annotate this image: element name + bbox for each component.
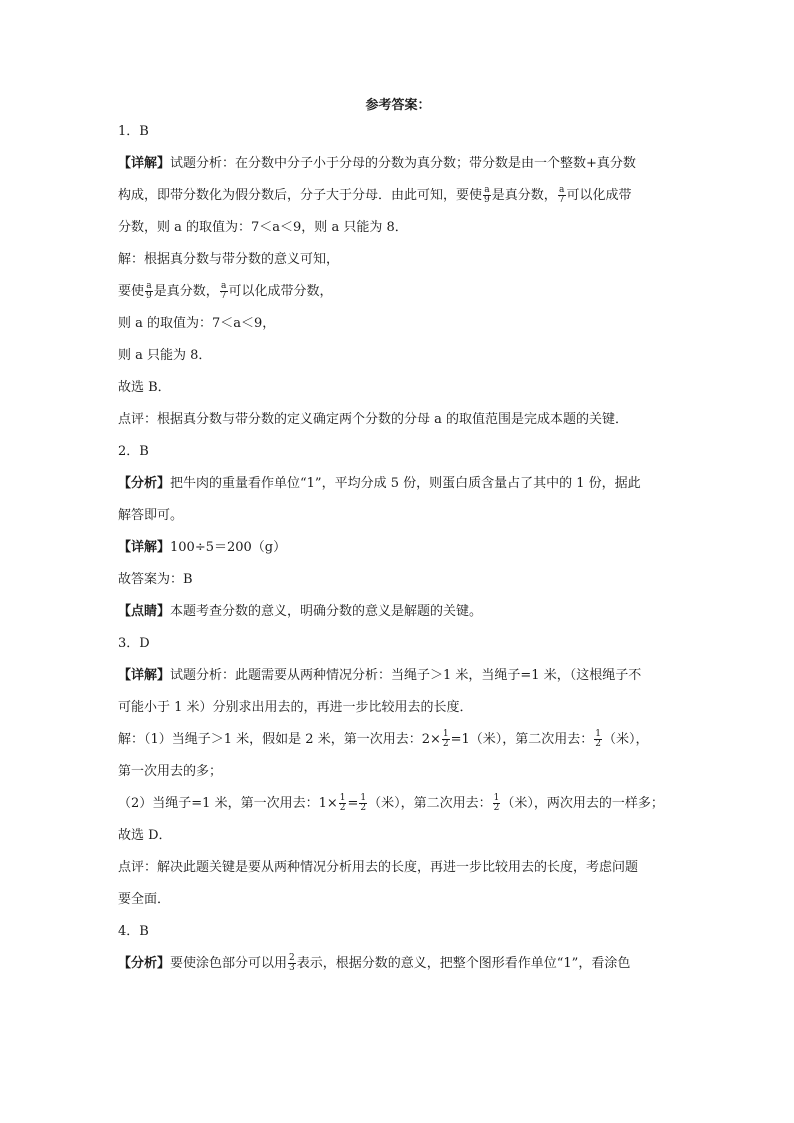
q1-line-5: 要使 $\frac{a}{9}$ 是真分数， $\frac{a}{7}$ 可以化成带分数，	[118, 281, 333, 301]
q3-line-3: 解：（1）当绳子＞1 米，假如是 2 米，第一次用去：2× $\frac{1}{2}$ =1（米），第二次用去： $\frac{1}{2}$ （米），	[118, 729, 649, 749]
q2-line-2: 解答即可。	[118, 508, 184, 523]
q1-tag: 【详解】	[118, 156, 171, 171]
q1-line-9: 点评：根据真分数与带分数的定义确定两个分数的分母 a 的取值范围是完成本题的关键．	[118, 412, 629, 427]
page-title: 参考答案：	[365, 98, 431, 113]
q1-line-2: 构成，即带分数化为假分数后，分子大于分母．由此可知，要使 $\frac{a}{9}$ 是真分数， $\frac{a}{7}$ 可以化成带	[118, 185, 632, 205]
fraction-a-over-9: $\frac{a}{9}$	[146, 281, 152, 301]
q3-line-8: 要全面．	[118, 892, 171, 907]
q2-line-4: 故答案为：B	[118, 572, 193, 587]
q3-line-4: 第一次用去的多；	[118, 764, 223, 779]
fraction-1-over-2: $\frac{1}{2}$	[595, 729, 602, 749]
q4-answer: 4．B	[118, 924, 149, 939]
q2-line-1: 【分析】把牛肉的重量看作单位“1”，平均分成 5 份，则蛋白质含量占了其中的 1 份，据此	[118, 476, 641, 491]
q2-tag-analysis: 【分析】	[118, 476, 171, 491]
q3-tag: 【详解】	[118, 668, 171, 683]
fraction-1-over-2: $\frac{1}{2}$	[493, 793, 500, 813]
q1-line-4: 解：根据真分数与带分数的意义可知，	[118, 252, 340, 267]
q1-line-7: 则 a 只能为 8．	[118, 348, 212, 363]
q2-answer: 2．B	[118, 444, 149, 459]
q1-line-1: 【详解】试题分析：在分数中分子小于分母的分数为真分数；带分数是由一个整数+真分数	[118, 156, 636, 171]
q4-line-1: 【分析】要使涂色部分可以用 $\frac{2}{3}$ 表示，根据分数的意义，把整个图形看作单位“1”，看涂色	[118, 953, 631, 973]
fraction-a-over-7: $\frac{a}{7}$	[220, 281, 227, 301]
fraction-2-over-3: $\frac{2}{3}$	[289, 953, 295, 973]
q2-tag-note: 【点睛】	[118, 604, 171, 619]
fraction-1-over-2: $\frac{1}{2}$	[339, 793, 346, 813]
q4-tag: 【分析】	[118, 956, 171, 971]
q2-tag-detail: 【详解】	[118, 540, 171, 555]
fraction-1-over-2: $\frac{1}{2}$	[442, 729, 449, 749]
fraction-1-over-2: $\frac{1}{2}$	[360, 793, 367, 813]
q2-line-3: 【详解】100÷5＝200（g）	[118, 540, 287, 555]
q3-answer: 3．D	[118, 636, 150, 651]
q1-line-8: 故选 B．	[118, 380, 171, 395]
q3-line-5: （2）当绳子=1 米，第一次用去：1× $\frac{1}{2}$ = $\frac{1}{2}$ （米），第二次用去： $\frac{1}{2}$ （米），两次用去的一样多；	[118, 793, 664, 813]
q1-line-6: 则 a 的取值为：7＜a＜9，	[118, 316, 276, 331]
q3-line-7: 点评：解决此题关键是要从两种情况分析用去的长度，再进一步比较用去的长度，考虑问题	[118, 860, 639, 875]
q1-line-3: 分数，则 a 的取值为：7＜a＜9，则 a 只能为 8．	[118, 220, 408, 235]
q2-line-5: 【点睛】本题考查分数的意义，明确分数的意义是解题的关键。	[118, 604, 483, 619]
q3-line-1: 【详解】试题分析：此题需要从两种情况分析：当绳子＞1 米，当绳子=1 米，（这根绳子不	[118, 668, 642, 683]
answer-key	[118, 96, 678, 986]
fraction-a-over-7: $\frac{a}{7}$	[558, 185, 565, 205]
q3-line-2: 可能小于 1 米）分别求出用去的，再进一步比较用去的长度．	[118, 700, 473, 715]
q1-answer: 1．B	[118, 124, 149, 139]
q3-line-6: 故选 D．	[118, 828, 172, 843]
fraction-a-over-9: $\frac{a}{9}$	[484, 185, 490, 205]
